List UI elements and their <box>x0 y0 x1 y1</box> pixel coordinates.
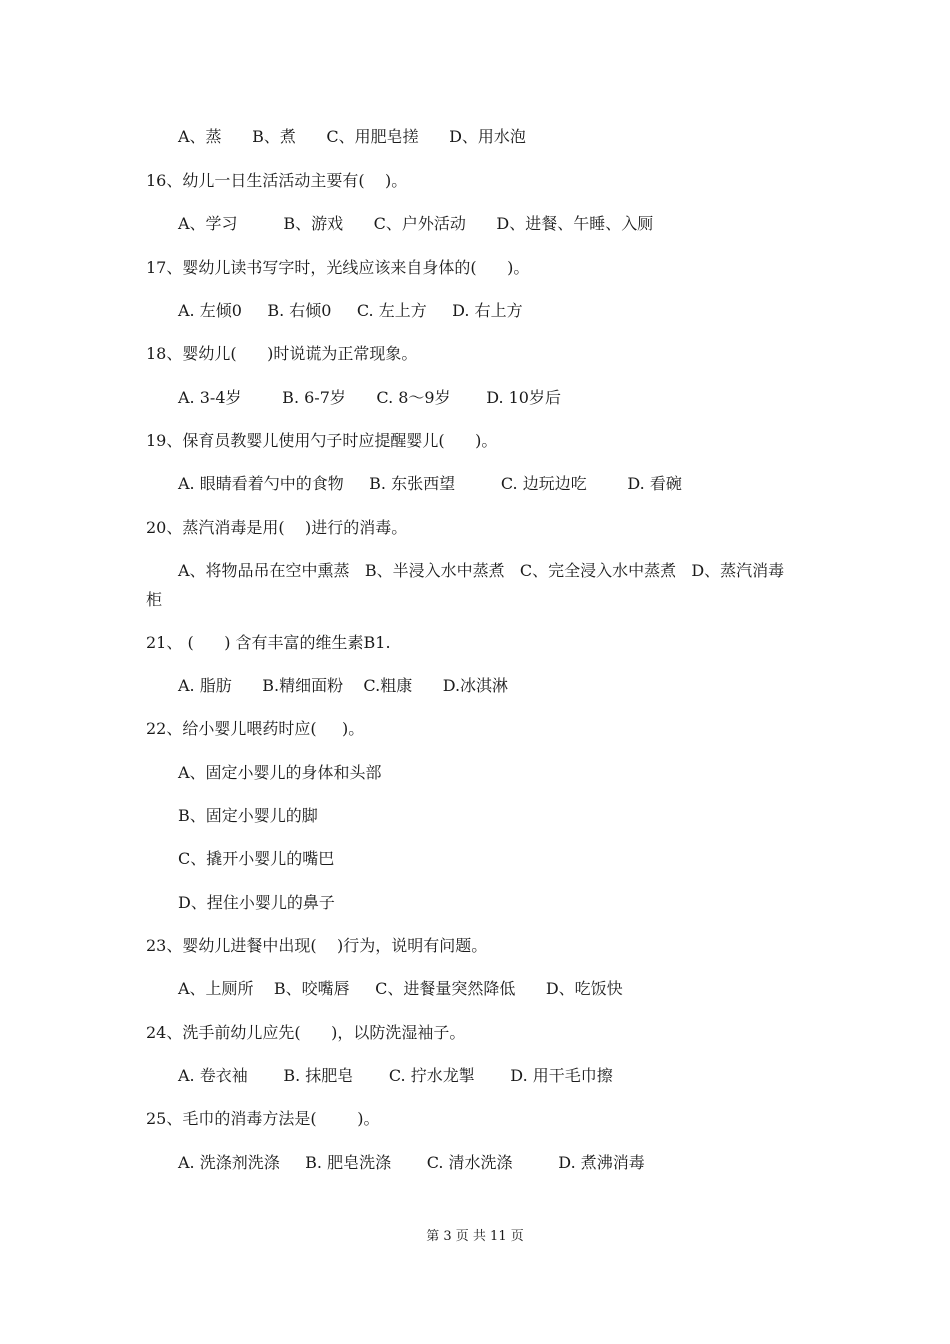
q19-text: 19、保育员教婴儿使用勺子时应提醒婴儿( )。 <box>146 431 498 450</box>
q25-text: 25、毛巾的消毒方法是( )。 <box>146 1109 380 1128</box>
q18-text: 18、婴幼儿( )时说谎为正常现象。 <box>146 344 418 363</box>
q23-text: 23、婴幼儿进餐中出现( )行为，说明有问题。 <box>146 936 488 955</box>
q19-options: A. 眼睛看着勺中的食物 B. 东张西望 C. 边玩边吃 D. 看碗 <box>178 474 682 493</box>
q24-text: 24、洗手前幼儿应先( )，以防洗湿袖子。 <box>146 1023 466 1042</box>
q16-text: 16、幼儿一日生活活动主要有( )。 <box>146 171 408 190</box>
q25-options: A. 洗涤剂洗涤 B. 肥皂洗涤 C. 清水洗涤 D. 煮沸消毒 <box>178 1153 645 1172</box>
page-footer: 第 3 页 共 11 页 <box>426 1229 524 1244</box>
q17-options: A. 左倾0 B. 右倾0 C. 左上方 D. 右上方 <box>178 301 523 320</box>
q22-option-a: A、固定小婴儿的身体和头部 <box>178 763 382 782</box>
q23-options: A、上厕所 B、咬嘴唇 C、进餐量突然降低 D、吃饭快 <box>178 979 623 998</box>
q24-options: A. 卷衣袖 B. 抹肥皂 C. 拧水龙掣 D. 用干毛巾擦 <box>178 1066 613 1085</box>
q17-text: 17、婴幼儿读书写字时，光线应该来自身体的( )。 <box>146 258 530 277</box>
q22-option-d: D、捏住小婴儿的鼻子 <box>178 893 335 912</box>
q20-options-wrap: 柜 <box>146 590 163 609</box>
q20-options: A、将物品吊在空中熏蒸 B、半浸入水中蒸煮 C、完全浸入水中蒸煮 D、蒸汽消毒 <box>178 561 785 580</box>
q21-text: 21、 ( ) 含有丰富的维生素B1. <box>146 633 391 652</box>
q21-options: A. 脂肪 B.精细面粉 C.粗康 D.冰淇淋 <box>178 676 509 695</box>
q18-options: A. 3-4岁 B. 6-7岁 C. 8～9岁 D. 10岁后 <box>178 388 561 407</box>
q16-options: A、学习 B、游戏 C、户外活动 D、进餐、午睡、入厕 <box>178 214 654 233</box>
q20-text: 20、蒸汽消毒是用( )进行的消毒。 <box>146 518 408 537</box>
q22-option-b: B、固定小婴儿的脚 <box>178 806 318 825</box>
q15-options: A、蒸 B、煮 C、用肥皂搓 D、用水泡 <box>178 127 526 146</box>
q22-text: 22、给小婴儿喂药时应( )。 <box>146 719 365 738</box>
q22-option-c: C、撬开小婴儿的嘴巴 <box>178 849 335 868</box>
